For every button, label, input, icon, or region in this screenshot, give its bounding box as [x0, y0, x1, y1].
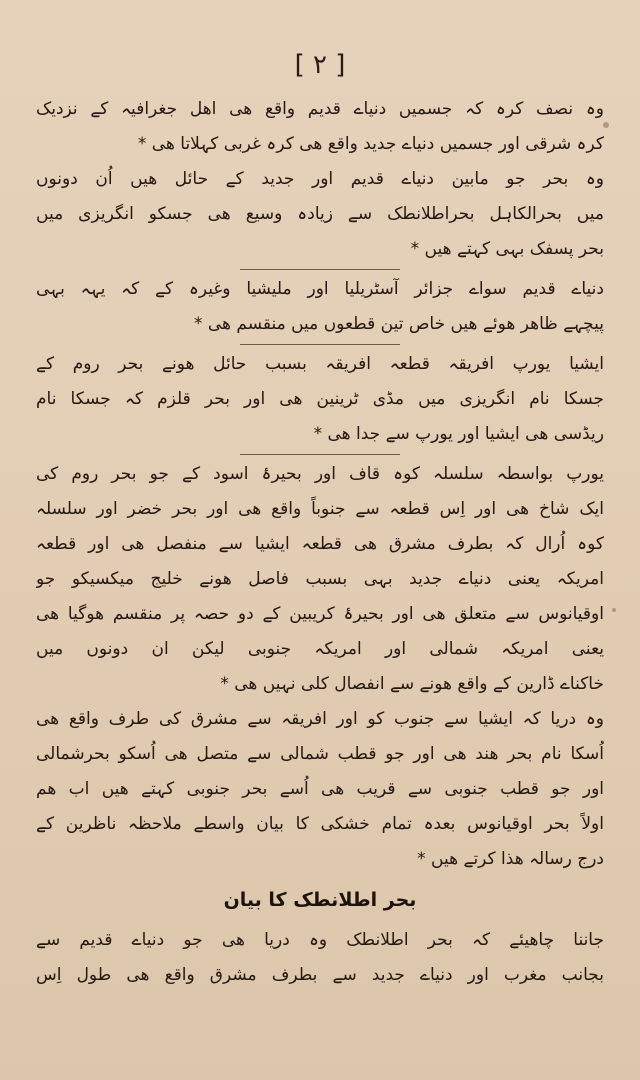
text-line: پیچہے ظاھر ھوئے ھیں خاص تین قطعوں میں منقسم ھی * — [193, 314, 604, 334]
section-heading: بحر اطلانطک کا بیان — [223, 889, 417, 911]
text-line: اور جو قطب جنوبی سے قریب ھی اُسے بحر جنوبی کہتے ھیں اب ھم — [36, 779, 604, 799]
text-line: ریڈسی ھی ایشیا اور یورپ سے جدا ھی * — [313, 424, 604, 444]
text-line: اوقیانوس سے متعلق ھی اور بحیرۂ کریبین کے دو حصہ پر منقسم ھوگیا ھی — [36, 604, 604, 624]
text-line: وہ نصف کرہ کہ جسمیں دنیاے قدیم واقع ھی اھل جغرافیہ کے نزدیک — [36, 99, 604, 119]
divider — [240, 344, 400, 345]
divider — [240, 454, 400, 455]
text-line: دنیاے قدیم سواے جزائر آسٹریلیا اور ملیشیا وغیرہ کے کہ یہہ بہی — [36, 279, 604, 299]
text-line: یعنی امریکہ شمالی اور امریکہ جنوبی لیکن ان دونوں میں — [36, 639, 604, 659]
page-number: [ ۲ ] — [294, 50, 346, 80]
text-line: وہ دریا کہ ایشیا سے جنوب کو اور افریقہ سے مشرق کی طرف واقع ھی — [36, 709, 604, 729]
text-line: اولاً بحر اوقیانوس بعدہ تمام خشکی کا بیان واسطے ملاحظہ ناظرین کے — [36, 814, 604, 834]
text-line: کوہ اُرال کہ بطرف مشرق ھی قطعہ ایشیا سے منفصل ھی اور قطعہ — [36, 534, 604, 554]
text-line: یورپ بواسطہ سلسلہ کوہ قاف اور بحیرۂ اسود کے جو بحر روم کی — [36, 464, 604, 484]
text-line: ایک شاخ ھی اور اِس قطعہ سے جنوباً واقع ھی اور بحر خضر اور سلسلہ — [36, 499, 604, 519]
text-line: خاکناے ڈارین کے واقع ھونے سے انفصال کلی نہیں ھی * — [220, 674, 604, 694]
divider — [240, 269, 400, 270]
text-line: وہ بحر جو مابین دنیاے قدیم اور جدید کے حائل ھیں اُن دونوں — [36, 169, 604, 189]
text-line: درج رسالہ ھذا کرتے ھیں * — [417, 849, 604, 869]
text-line: میں بحرالکاہل بحراطلانطک سے زیادہ وسیع ھی جسکو انگریزی میں — [36, 204, 604, 224]
text-line: بحر پسفک بہی کہتے ھیں * — [410, 239, 604, 259]
ink-stain — [612, 608, 616, 612]
text-line: جاننا چاھیئے کہ بحر اطلانطک وہ دریا ھی جو دنیاے قدیم سے — [36, 930, 604, 950]
page-body — [36, 92, 604, 993]
text-line: اُسکا نام بحر ھند ھی اور جو قطب شمالی سے متصل ھی اُسکو بحرشمالی — [36, 744, 604, 764]
text-line: ایشیا یورپ افریقہ قطعہ افریقہ بسبب حائل ھونے بحر روم کے — [36, 354, 604, 374]
text-line: امریکہ یعنی دنیاے جدید بہی بسبب فاصل ھونے خلیج میکسیکو جو — [36, 569, 604, 589]
text-line: بجانب مغرب اور دنیاے جدید سے بطرف مشرق واقع ھی طول اِس — [36, 965, 604, 985]
text-line: جسکا نام انگریزی میں مڈی ٹرینین ھی اور بحر قلزم کہ جسکا نام — [36, 389, 604, 409]
text-line: کرہ شرقی اور جسمیں دنیاے جدید واقع ھی کرہ غربی کہلاتا ھی * — [137, 134, 604, 154]
